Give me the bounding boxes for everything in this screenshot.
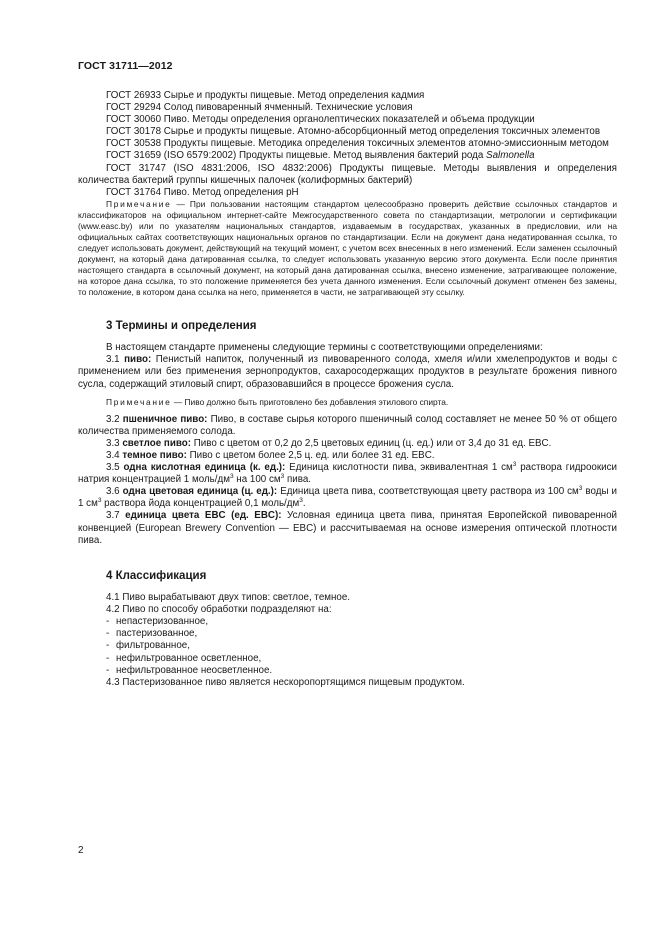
term-definition-part: раствора йода концентрацией 0,1 моль/дм bbox=[101, 498, 300, 510]
superscript: 3 bbox=[512, 461, 517, 469]
dash-bullet: - bbox=[106, 628, 110, 640]
processing-types-list bbox=[78, 616, 617, 677]
dash-bullet: - bbox=[106, 615, 110, 627]
term-definition: Пиво с цветом от 0,2 до 2,5 цветовых единиц (ц. ед.) или от 3,4 до 31 ед. EBC. bbox=[191, 437, 552, 449]
document-code-header: ГОСТ 31711—2012 bbox=[78, 60, 173, 72]
term-name: одна кислотная единица (к. ед.): bbox=[123, 462, 286, 474]
note-text: — При пользовании настоящим стандартом целесообразно проверить действие ссылочных стандартов и классификаторов на официальном интернет-сайте Межгосударственного совета по стандартизации, метрологии и сертификации (www.easc.by) или по указателям национальных стандартов, издаваемым в государствах, указанных в предисловии, или на официальных сайтах соответствующих национальных органов по стандартизации. Если на документ дана недатированная ссылка, то следует использовать документ, действующий на текущий момент, с учетом всех внесенных в него изменений. Если заменен ссылочный документ, на который дана датированная ссылка, то следует использовать указанную версию этого документа. Если после принятия настоящего стандарта в ссылочный документ, на который дана датированная ссылка, внесено изменение, затрагивающее положение, на которое дана ссылка, то это положение применяется без учета данного изменения. Если ссылочный документ отменен без замены, то положение, в котором дана ссылка на него, применяется в части, не затрагивающей эту ссылку. bbox=[78, 198, 617, 298]
term-3-1 bbox=[78, 354, 617, 390]
term-name: пиво: bbox=[124, 354, 152, 366]
ref-gost-30178: ГОСТ 30178 Сырье и продукты пищевые. Атомно-абсорбционный метод определения токсичных элементов bbox=[106, 126, 601, 138]
term-3-3 bbox=[78, 438, 617, 450]
term-num: 3.1 bbox=[106, 354, 125, 366]
references-note bbox=[78, 199, 617, 298]
term-3-7 bbox=[78, 510, 617, 546]
term-definition-part: Единица цвета пива, соответствующая цвету раствора из 100 см bbox=[277, 486, 579, 498]
superscript: 3 bbox=[97, 497, 102, 505]
list-item bbox=[78, 640, 617, 652]
term-definition-part: Единица кислотности пива, эквивалентная 1 см bbox=[285, 462, 513, 474]
list-item bbox=[78, 616, 617, 628]
term-3-1-note bbox=[78, 397, 617, 408]
term-num: 3.7 bbox=[106, 510, 126, 522]
list-item-text: непастеризованное, bbox=[116, 615, 209, 627]
note-label: Примечание bbox=[106, 396, 172, 407]
section-3-heading: 3 Термины и определения bbox=[106, 320, 257, 333]
term-num: 3.6 bbox=[106, 486, 123, 498]
clause-4-1: 4.1 Пиво вырабатывают двух типов: светлое, темное. bbox=[106, 591, 351, 603]
term-name: единица цвета EBC (ед. EBC): bbox=[125, 510, 282, 522]
term-name: светлое пиво: bbox=[122, 437, 192, 449]
superscript: 3 bbox=[229, 473, 234, 481]
ref-gost-31659 bbox=[78, 150, 617, 162]
list-item-text: фильтрованное, bbox=[116, 640, 190, 652]
salmonella-italic: Salmonella bbox=[486, 150, 535, 162]
term-3-6 bbox=[78, 486, 617, 510]
ref-gost-30060: ГОСТ 30060 Пиво. Методы определения органолептических показателей и объема продукции bbox=[106, 114, 535, 126]
ref-gost-26933: ГОСТ 26933 Сырье и продукты пищевые. Метод определения кадмия bbox=[106, 90, 425, 101]
term-num: 3.3 bbox=[106, 437, 123, 449]
clause-4-2: 4.2 Пиво по способу обработки подразделяют на: bbox=[106, 603, 332, 615]
term-definition-part: воды и 1 см bbox=[78, 486, 617, 510]
term-name: пшеничное пиво: bbox=[122, 413, 208, 425]
page-number: 2 bbox=[78, 845, 84, 856]
list-item-text: нефильтрованное осветленное, bbox=[116, 652, 262, 664]
term-num: 3.5 bbox=[106, 462, 124, 474]
term-definition: Пиво с цветом более 2,5 ц. ед. или более 31 ед. EBC. bbox=[186, 449, 435, 461]
term-definition: Пенистый напиток, полученный из пивоваренного солода, хмеля и/или хмелепродуктов и воды с применением или без применения зернопродуктов, сахаросодержащих продуктов в результате брожения пивного сусла, содержащий этиловый спирт, образовавшийся в процессе брожения сусла. bbox=[78, 354, 617, 390]
term-num: 3.4 bbox=[106, 449, 123, 461]
term-3-4 bbox=[78, 450, 617, 462]
ref-gost-30538: ГОСТ 30538 Продукты пищевые. Методика определения токсичных элементов атомно-эмиссионным методом bbox=[106, 138, 609, 150]
term-3-5 bbox=[78, 462, 617, 486]
superscript: 3 bbox=[299, 497, 303, 505]
section-3-intro: В настоящем стандарте применены следующие термины с соответствующими определениями: bbox=[106, 342, 543, 354]
ref-gost-31747: ГОСТ 31747 (ISO 4831:2006, ISO 4832:2006) Продукты пищевые. Методы выявления и определения количества бактерий группы кишечных палочек (колиформных бактерий) bbox=[78, 162, 617, 186]
ref-gost-31659-text: ГОСТ 31659 (ISO 6579:2002) Продукты пищевые. Метод выявления бактерий рода bbox=[106, 150, 487, 162]
term-definition-part: на 100 см bbox=[233, 474, 281, 486]
list-item bbox=[78, 653, 617, 665]
list-item bbox=[78, 628, 617, 640]
list-item bbox=[78, 665, 617, 677]
note-label: Примечание bbox=[106, 198, 172, 209]
term-num: 3.2 bbox=[106, 413, 123, 425]
term-definition-part: . bbox=[302, 498, 306, 510]
term-3-2 bbox=[78, 414, 617, 438]
term-name: одна цветовая единица (ц. ед.): bbox=[122, 486, 278, 498]
page-content bbox=[78, 90, 617, 689]
ref-gost-31764: ГОСТ 31764 Пиво. Метод определения pH bbox=[106, 186, 299, 198]
term-name: темное пиво: bbox=[122, 449, 187, 461]
list-item-text: пастеризованное, bbox=[116, 628, 198, 640]
term-definition-part: пива. bbox=[284, 474, 311, 486]
superscript: 3 bbox=[578, 485, 583, 493]
ref-gost-29294: ГОСТ 29294 Солод пивоваренный ячменный. Технические условия bbox=[106, 102, 413, 114]
dash-bullet: - bbox=[106, 652, 110, 664]
clause-4-3: 4.3 Пастеризованное пиво является нескоропортящимся пищевым продуктом. bbox=[106, 676, 465, 688]
term-definition: Пиво, в составе сырья которого пшеничный солод составляет не менее 50 % от общего количества применяемого солода. bbox=[78, 413, 617, 437]
list-item-text: нефильтрованное неосветленное. bbox=[116, 664, 273, 676]
note-text: — Пиво должно быть приготовлено без добавления этилового спирта. bbox=[171, 396, 449, 407]
dash-bullet: - bbox=[106, 640, 110, 652]
dash-bullet: - bbox=[106, 664, 110, 676]
section-4-heading: 4 Классификация bbox=[106, 569, 207, 582]
term-definition: Условная единица цвета пива, принятая Европейской пивоваренной конвенцией (European Brewery Convention — EBC) и рассчитываемая на основе измерения оптической плотности пива. bbox=[78, 510, 618, 546]
term-definition-part: раствора гидроокиси натрия концентрацией 1 моль/дм bbox=[78, 462, 617, 486]
superscript: 3 bbox=[280, 473, 285, 481]
